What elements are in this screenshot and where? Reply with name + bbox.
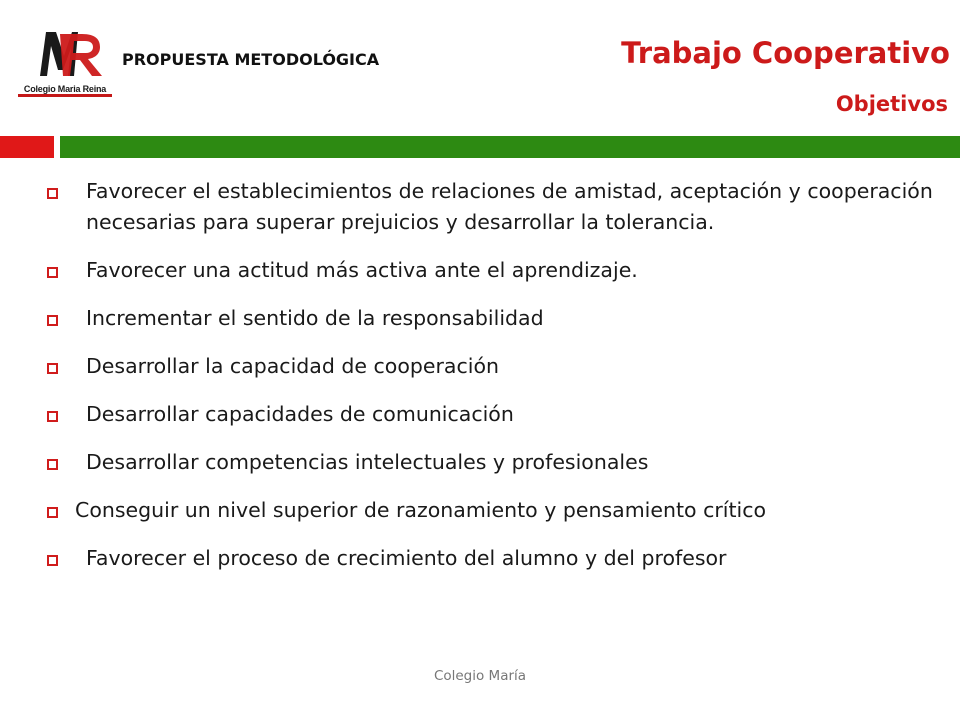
slide-subtitle: Objetivos	[835, 92, 948, 116]
list-item	[44, 255, 949, 286]
list-item-text: Desarrollar competencias intelectuales y profesionales	[86, 450, 649, 474]
square-bullet-icon	[47, 555, 58, 566]
list-item	[44, 543, 949, 574]
list-item	[44, 351, 949, 382]
list-item-text: Incrementar el sentido de la responsabilidad	[86, 306, 544, 330]
square-bullet-icon	[47, 363, 58, 374]
list-item	[44, 399, 949, 430]
list-item-text: Desarrollar la capacidad de cooperación	[86, 354, 499, 378]
objectives-list	[44, 176, 949, 591]
square-bullet-icon	[47, 411, 58, 422]
list-item	[44, 303, 949, 334]
square-bullet-icon	[47, 315, 58, 326]
logo-underline	[18, 94, 112, 97]
square-bullet-icon	[47, 459, 58, 470]
divider-red-block	[0, 136, 54, 158]
list-item	[44, 176, 949, 238]
list-item-text: Desarrollar capacidades de comunicación	[86, 402, 514, 426]
square-bullet-icon	[47, 507, 58, 518]
colegio-maria-reina-logo-icon	[16, 26, 114, 84]
list-item-text: Favorecer el proceso de crecimiento del alumno y del profesor	[86, 546, 727, 570]
slide-footer: Colegio María	[433, 668, 527, 684]
slide-title: Trabajo Cooperativo	[621, 36, 950, 70]
list-item-text: Conseguir un nivel superior de razonamiento y pensamiento crítico	[75, 498, 767, 522]
list-item	[44, 495, 949, 526]
header-kicker: PROPUESTA METODOLÓGICA	[122, 50, 380, 69]
square-bullet-icon	[47, 188, 58, 199]
school-logo	[16, 26, 114, 96]
divider-green-bar	[60, 136, 960, 158]
list-item	[44, 447, 949, 478]
list-item-text: Favorecer una actitud más activa ante el aprendizaje.	[86, 258, 638, 282]
logo-caption: Colegio Maria Reina	[23, 84, 107, 94]
square-bullet-icon	[47, 267, 58, 278]
list-item-text: Favorecer el establecimientos de relaciones de amistad, aceptación y cooperación necesarias para superar prejuicios y desarrollar la tolerancia.	[86, 179, 933, 234]
